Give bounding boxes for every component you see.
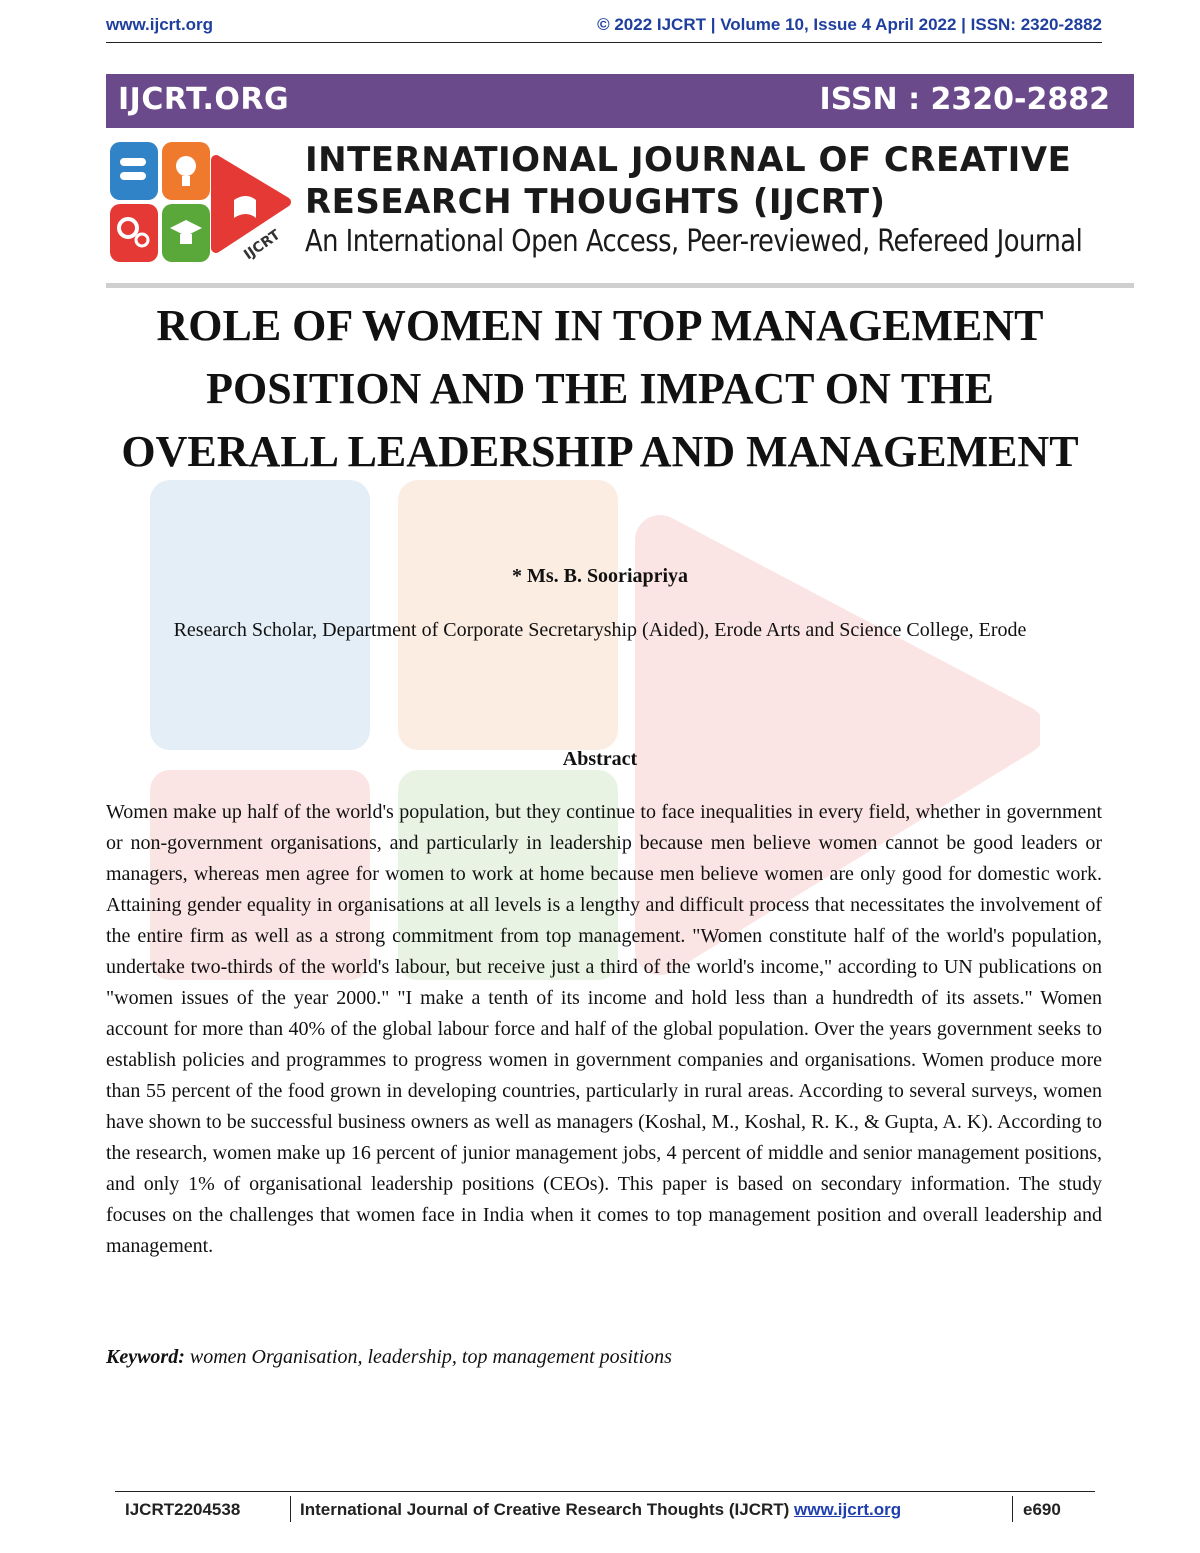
journal-name-line2: RESEARCH THOUGHTS (IJCRT) xyxy=(305,182,886,222)
page-footer xyxy=(115,1491,1095,1526)
author-name: * Ms. B. Sooriapriya xyxy=(511,565,689,587)
abstract-text: Women make up half of the world's population, but they continue to face inequalities in every field, whether in government or non-government organisations, and particularly in leadership because men believe women cannot be good leaders or managers, whereas men agree for women to work at home because men believe women are only good for domestic work. Attaining gender equality in organisations at all levels is a lengthy and difficult process that necessitates the involvement of the entire firm as well as a strong commitment from top management. "Women constitute half of the world's population, undertake two-thirds of the world's labour, but receive just a third of the world's income," according to UN publications on "women issues of the year 2000." "I make a tenth of its income and hold less than a hundredth of its assets." Women account for more than 40% of the global labour force and half of the global population. Over the years government seeks to establish policies and programmes to progress women in government companies and organisations. Women produce more than 55 percent of the food grown in developing countries, particularly in rural areas. According to several surveys, women have shown to be successful business owners as well as managers (Koshal, M., Koshal, R. K., & Gupta, A. K). According to the research, women make up 16 percent of junior management jobs, 4 percent of middle and senior management positions, and only 1% of organisational leadership positions (CEOs). This paper is based on secondary information. The study focuses on the challenges that women face in India when it comes to top management position and overall leadership and management. xyxy=(106,801,1102,1257)
journal-name-line1: INTERNATIONAL JOURNAL OF CREATIVE xyxy=(305,140,1072,180)
footer-journal-name: International Journal of Creative Research Thoughts (IJCRT) xyxy=(300,1500,790,1519)
footer-divider xyxy=(1012,1496,1013,1522)
footer-divider xyxy=(290,1496,291,1522)
keywords xyxy=(106,1346,1102,1369)
journal-tagline: An International Open Access, Peer-reviewed, Refereed Journal xyxy=(305,224,1083,259)
footer-site-link[interactable]: www.ijcrt.org xyxy=(794,1500,902,1519)
ijcrt-logo-icon xyxy=(106,140,296,270)
running-header xyxy=(106,12,1102,43)
abstract-heading: Abstract xyxy=(562,748,638,770)
header-site-link[interactable]: www.ijcrt.org xyxy=(106,15,214,34)
logo-text: IJCRT xyxy=(241,226,284,264)
banner-issn: ISSN : 2320-2882 xyxy=(819,82,1110,117)
banner-site: IJCRT.ORG xyxy=(118,82,290,117)
footer-journal xyxy=(300,1500,901,1520)
keywords-label: Keyword: xyxy=(106,1346,185,1368)
keywords-list: women Organisation, leadership, top management positions xyxy=(189,1346,672,1368)
masthead-divider xyxy=(106,283,1134,288)
journal-banner xyxy=(106,74,1134,128)
paper-title: ROLE OF WOMEN IN TOP MANAGEMENT POSITION AND THE IMPACT ON THE OVERALL LEADERSHIP AND MANAGEMENT xyxy=(121,301,1079,476)
footer-paper-id: IJCRT2204538 xyxy=(125,1500,241,1519)
author-affiliation: Research Scholar, Department of Corporate Secretaryship (Aided), Erode Arts and Science College, Erode xyxy=(173,619,1027,641)
header-issue-info: © 2022 IJCRT | Volume 10, Issue 4 April 2022 | ISSN: 2320-2882 xyxy=(597,15,1102,34)
footer-page-number: e690 xyxy=(1023,1500,1061,1519)
